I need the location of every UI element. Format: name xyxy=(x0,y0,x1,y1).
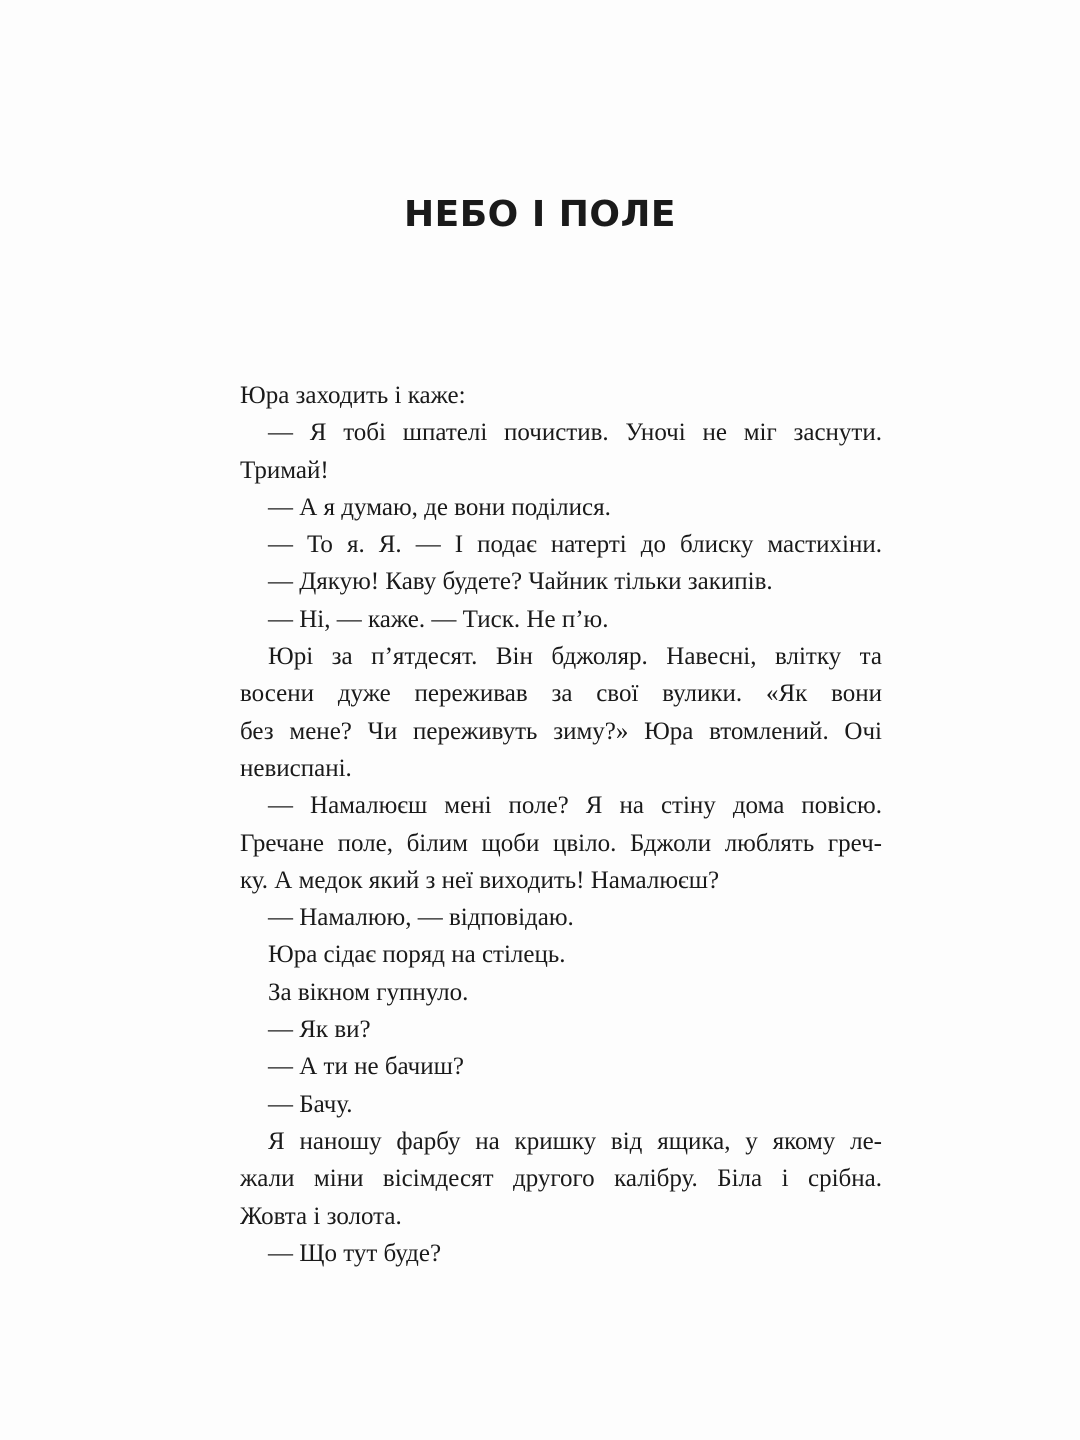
text-line: ку. А медок який з неї виходить! Намалюєш? xyxy=(240,866,720,894)
text-line: Юрі за п’ятдесят. Він бджоляр. Навесні, влітку та xyxy=(268,643,882,671)
body-text xyxy=(240,377,882,1272)
text-line: — Ні, — каже. — Тиск. Не п’ю. xyxy=(268,605,609,633)
text-line: — Як ви? xyxy=(268,1016,371,1044)
text-line: — А я думаю, де вони поділися. xyxy=(268,493,611,521)
text-line: — Бачу. xyxy=(268,1090,353,1118)
chapter-title: НЕБО І ПОЛЕ xyxy=(404,194,676,235)
text-line: — То я. Я. — І подає натерті до блиску мастихіни. xyxy=(268,531,882,559)
text-line: Тримай! xyxy=(240,456,329,484)
text-line: Гречане поле, білим щоби цвіло. Бджоли люблять греч- xyxy=(240,829,882,857)
text-line: без мене? Чи переживуть зиму?» Юра втомлений. Очі xyxy=(240,717,882,745)
text-line: Юра заходить і каже: xyxy=(240,382,466,409)
text-line: Юра сідає поряд на стілець. xyxy=(268,941,566,969)
text-line: — Я тобі шпателі почистив. Уночі не міг заснути. xyxy=(268,419,882,447)
text-line: восени дуже переживав за свої вулики. «Як вони xyxy=(240,680,882,708)
text-line: — Що тут буде? xyxy=(268,1239,442,1267)
text-line: Жовта і золота. xyxy=(240,1202,402,1230)
text-line: — Намалюєш мені поле? Я на стіну дома повісю. xyxy=(268,792,882,820)
text-line: — Намалюю, — відповідаю. xyxy=(268,904,574,932)
text-line: Я наношу фарбу на кришку від ящика, у якому ле- xyxy=(268,1127,882,1155)
text-line: За вікном гупнуло. xyxy=(268,978,469,1006)
text-line: жали міни вісімдесят другого калібру. Біла і срібна. xyxy=(240,1165,882,1193)
text-line: — А ти не бачиш? xyxy=(268,1053,464,1081)
text-line: — Дякую! Каву будете? Чайник тільки закипів. xyxy=(268,568,773,596)
text-line: невиспані. xyxy=(240,754,352,782)
